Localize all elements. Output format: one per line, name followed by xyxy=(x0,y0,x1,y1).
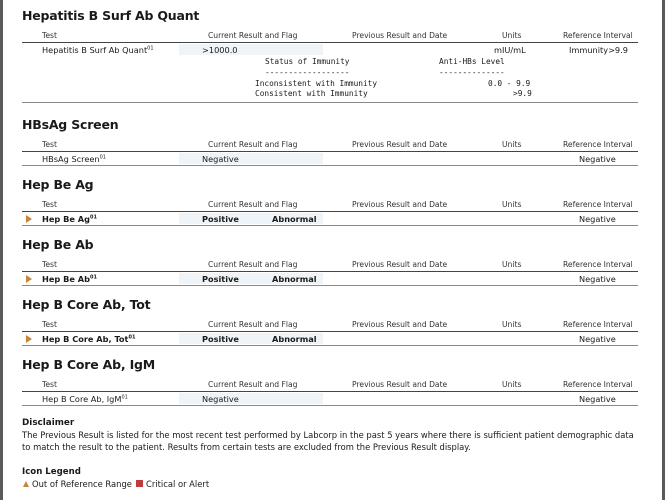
table-row xyxy=(22,332,638,346)
col-units: Units xyxy=(502,320,522,329)
section-hep-b-core-ab-igm xyxy=(22,357,638,406)
col-reference: Reference Interval xyxy=(563,31,633,40)
col-test: Test xyxy=(42,380,57,389)
table-row xyxy=(22,43,638,56)
column-header-row xyxy=(22,30,638,43)
result-flag: Abnormal xyxy=(272,274,317,284)
col-reference: Reference Interval xyxy=(563,200,633,209)
current-result: >1000.0 xyxy=(202,45,238,55)
test-name: Hep B Core Ab, IgM$^{01}$ xyxy=(42,394,128,404)
units-value: mIU/mL xyxy=(494,45,526,55)
disclaimer-text: The Previous Result is listed for the most recent test performed by Labcorp in the past 5 years where there is sufficient patient demographic data to match the result to the patient. Results from certain tests are excluded from the Previous Result display. xyxy=(22,430,634,452)
inconsistent-line: Inconsistent with Immunity xyxy=(255,79,378,88)
column-header-row xyxy=(22,259,638,272)
section-title: Hepatitis B Surf Ab Quant xyxy=(22,8,200,23)
result-flag: Abnormal xyxy=(272,334,317,344)
reference-value: Negative xyxy=(579,394,616,404)
consistent-line: Consistent with Immunity xyxy=(255,89,368,98)
test-name: Hep Be Ab$^{01}$ xyxy=(42,274,97,284)
section-hep-be-ab xyxy=(22,237,638,286)
reference-value: Negative xyxy=(579,334,616,344)
col-previous: Previous Result and Date xyxy=(352,380,448,389)
dash-right: -------------- xyxy=(439,68,505,77)
column-header-row xyxy=(22,139,638,152)
col-previous: Previous Result and Date xyxy=(352,140,448,149)
col-current: Current Result and Flag xyxy=(208,31,298,40)
row-divider xyxy=(22,102,638,103)
current-result: Negative xyxy=(202,154,239,164)
disclaimer-title: Disclaimer xyxy=(22,418,75,428)
consistent-range: >9.9 xyxy=(513,89,532,98)
section-title: Hep B Core Ab, IgM xyxy=(22,357,156,372)
col-test: Test xyxy=(42,260,57,269)
left-window-edge xyxy=(0,0,3,500)
section-title: HBsAg Screen xyxy=(22,117,119,132)
col-units: Units xyxy=(502,380,522,389)
section-hep-b-core-ab-tot xyxy=(22,297,638,346)
out-of-range-icon xyxy=(26,215,32,223)
dash-left: ------------------ xyxy=(265,68,350,77)
col-current: Current Result and Flag xyxy=(208,140,298,149)
col-test: Test xyxy=(42,31,57,40)
col-units: Units xyxy=(502,200,522,209)
col-test: Test xyxy=(42,320,57,329)
col-reference: Reference Interval xyxy=(563,140,633,149)
column-header-row xyxy=(22,379,638,392)
col-previous: Previous Result and Date xyxy=(352,260,448,269)
table-row xyxy=(22,212,638,226)
col-previous: Previous Result and Date xyxy=(352,31,448,40)
disclaimer xyxy=(22,418,638,453)
table-row xyxy=(22,272,638,286)
column-header-row xyxy=(22,319,638,332)
col-current: Current Result and Flag xyxy=(208,380,298,389)
col-test: Test xyxy=(42,140,57,149)
test-name: Hepatitis B Surf Ab Quant$^{01}$ xyxy=(42,45,154,55)
legend-items xyxy=(22,478,638,490)
test-name: Hep B Core Ab, Tot$^{01}$ xyxy=(42,334,136,344)
col-reference: Reference Interval xyxy=(563,320,633,329)
section-hbsag-screen xyxy=(22,117,638,166)
col-units: Units xyxy=(502,260,522,269)
legend-title: Icon Legend xyxy=(22,467,81,477)
reference-value: Immunity>9.9 xyxy=(569,45,628,55)
column-header-row xyxy=(22,199,638,212)
section-hep-be-ag xyxy=(22,177,638,226)
critical-alert-icon xyxy=(136,480,143,487)
reference-value: Negative xyxy=(579,154,616,164)
col-previous: Previous Result and Date xyxy=(352,200,448,209)
col-reference: Reference Interval xyxy=(563,260,633,269)
col-current: Current Result and Flag xyxy=(208,200,298,209)
test-name: HBsAg Screen$^{01}$ xyxy=(42,154,106,164)
immunity-interpretation xyxy=(22,56,638,102)
result-cell-bg xyxy=(179,153,323,164)
result-cell-bg xyxy=(179,393,323,404)
out-of-range-icon xyxy=(23,481,29,487)
col-previous: Previous Result and Date xyxy=(352,320,448,329)
col-current: Current Result and Flag xyxy=(208,260,298,269)
reference-value: Negative xyxy=(579,214,616,224)
section-title: Hep B Core Ab, Tot xyxy=(22,297,151,312)
result-cell-bg xyxy=(179,44,323,55)
reference-value: Negative xyxy=(579,274,616,284)
status-label: Status of Immunity xyxy=(265,57,350,66)
section-title: Hep Be Ab xyxy=(22,237,94,252)
col-units: Units xyxy=(502,31,522,40)
result-flag: Abnormal xyxy=(272,214,317,224)
col-reference: Reference Interval xyxy=(563,380,633,389)
current-result: Negative xyxy=(202,394,239,404)
table-row xyxy=(22,392,638,406)
icon-legend xyxy=(22,467,638,490)
current-result: Positive xyxy=(202,274,239,284)
out-of-range-icon xyxy=(26,275,32,283)
inconsistent-range: 0.0 - 9.9 xyxy=(488,79,531,88)
out-of-range-icon xyxy=(26,335,32,343)
current-result: Positive xyxy=(202,214,239,224)
col-units: Units xyxy=(502,140,522,149)
test-name: Hep Be Ag$^{01}$ xyxy=(42,214,97,224)
level-label: Anti-HBs Level xyxy=(439,57,505,66)
current-result: Positive xyxy=(202,334,239,344)
legend-critical: Critical or Alert xyxy=(146,479,210,489)
section-hep-b-surf-ab-quant xyxy=(22,8,638,103)
col-current: Current Result and Flag xyxy=(208,320,298,329)
col-test: Test xyxy=(42,200,57,209)
legend-out-of-range: Out of Reference Range xyxy=(32,479,132,489)
section-title: Hep Be Ag xyxy=(22,177,94,192)
table-row xyxy=(22,152,638,166)
